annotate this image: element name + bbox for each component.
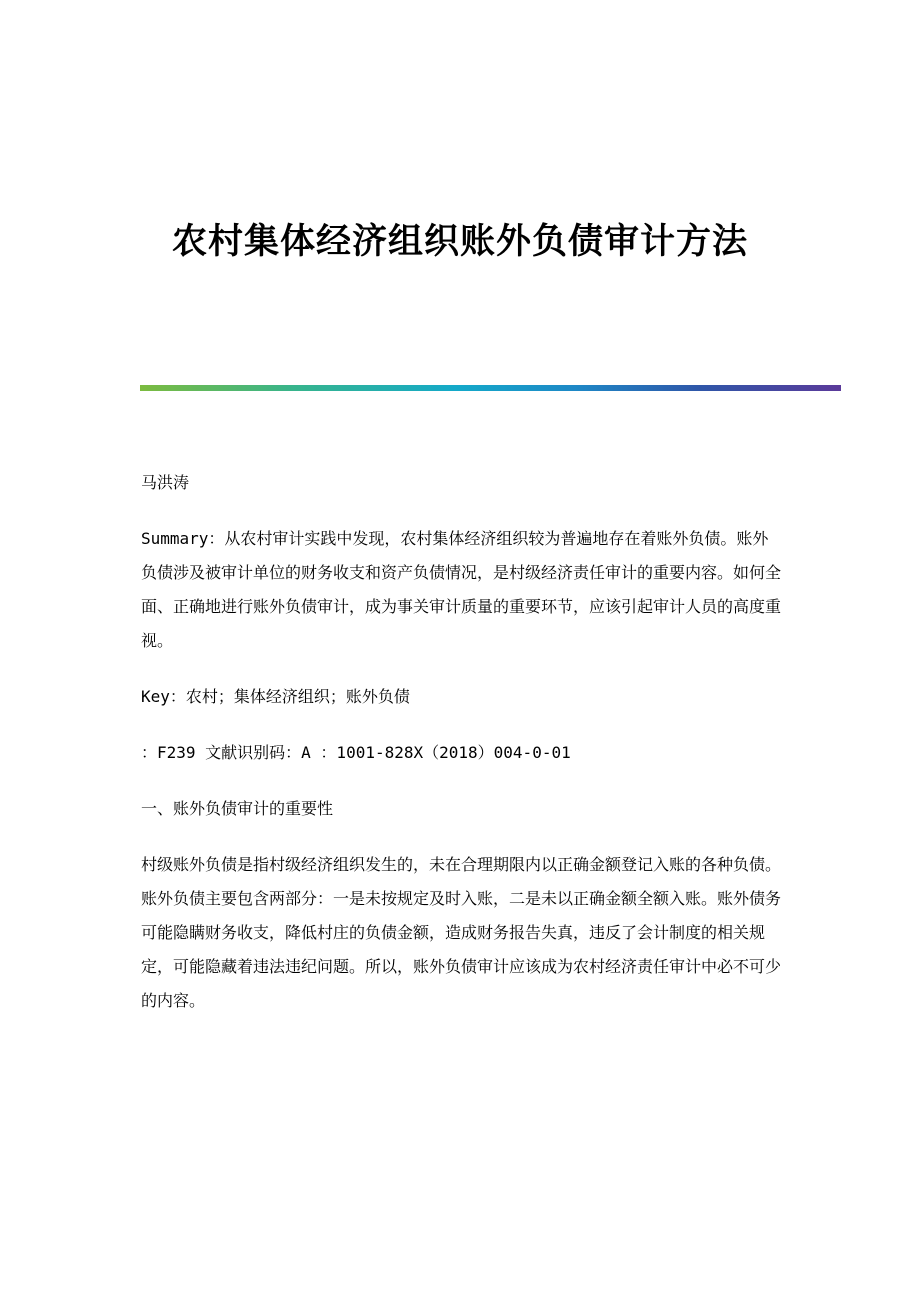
- section-heading: 一、账外负债审计的重要性: [141, 799, 334, 818]
- keywords-line: Key：农村；集体经济组织；账外负债: [141, 687, 410, 706]
- section-paragraph: 村级账外负债是指村级经济组织发生的，未在合理期限内以正确金额登记入账的各种负债。账外负债主要包含两部分：一是未按规定及时入账，二是未以正确金额全额入账。账外债务可能隐瞒财务收支，降低村庄的负债金额，造成财务报告失真，违反了会计制度的相关规定，可能隐藏着违法违纪问题。所以，账外负债审计应该成为农村经济责任审计中必不可少的内容。: [141, 855, 782, 1010]
- summary-paragraph: Summary：从农村审计实践中发现，农村集体经济组织较为普遍地存在着账外负债。账外负债涉及被审计单位的财务收支和资产负债情况，是村级经济责任审计的重要内容。如何全面、正确地进行账外负债审计，成为事关审计质量的重要环节，应该引起审计人员的高度重视。: [141, 529, 782, 650]
- document-body: [141, 466, 781, 1040]
- gradient-divider: [140, 385, 841, 391]
- document-title: 农村集体经济组织账外负债审计方法: [171, 221, 748, 262]
- author-name: 马洪涛: [141, 473, 190, 492]
- classification-line: ：F239 文献识别码：A ：1001-828X（2018）004-0-01: [141, 743, 571, 762]
